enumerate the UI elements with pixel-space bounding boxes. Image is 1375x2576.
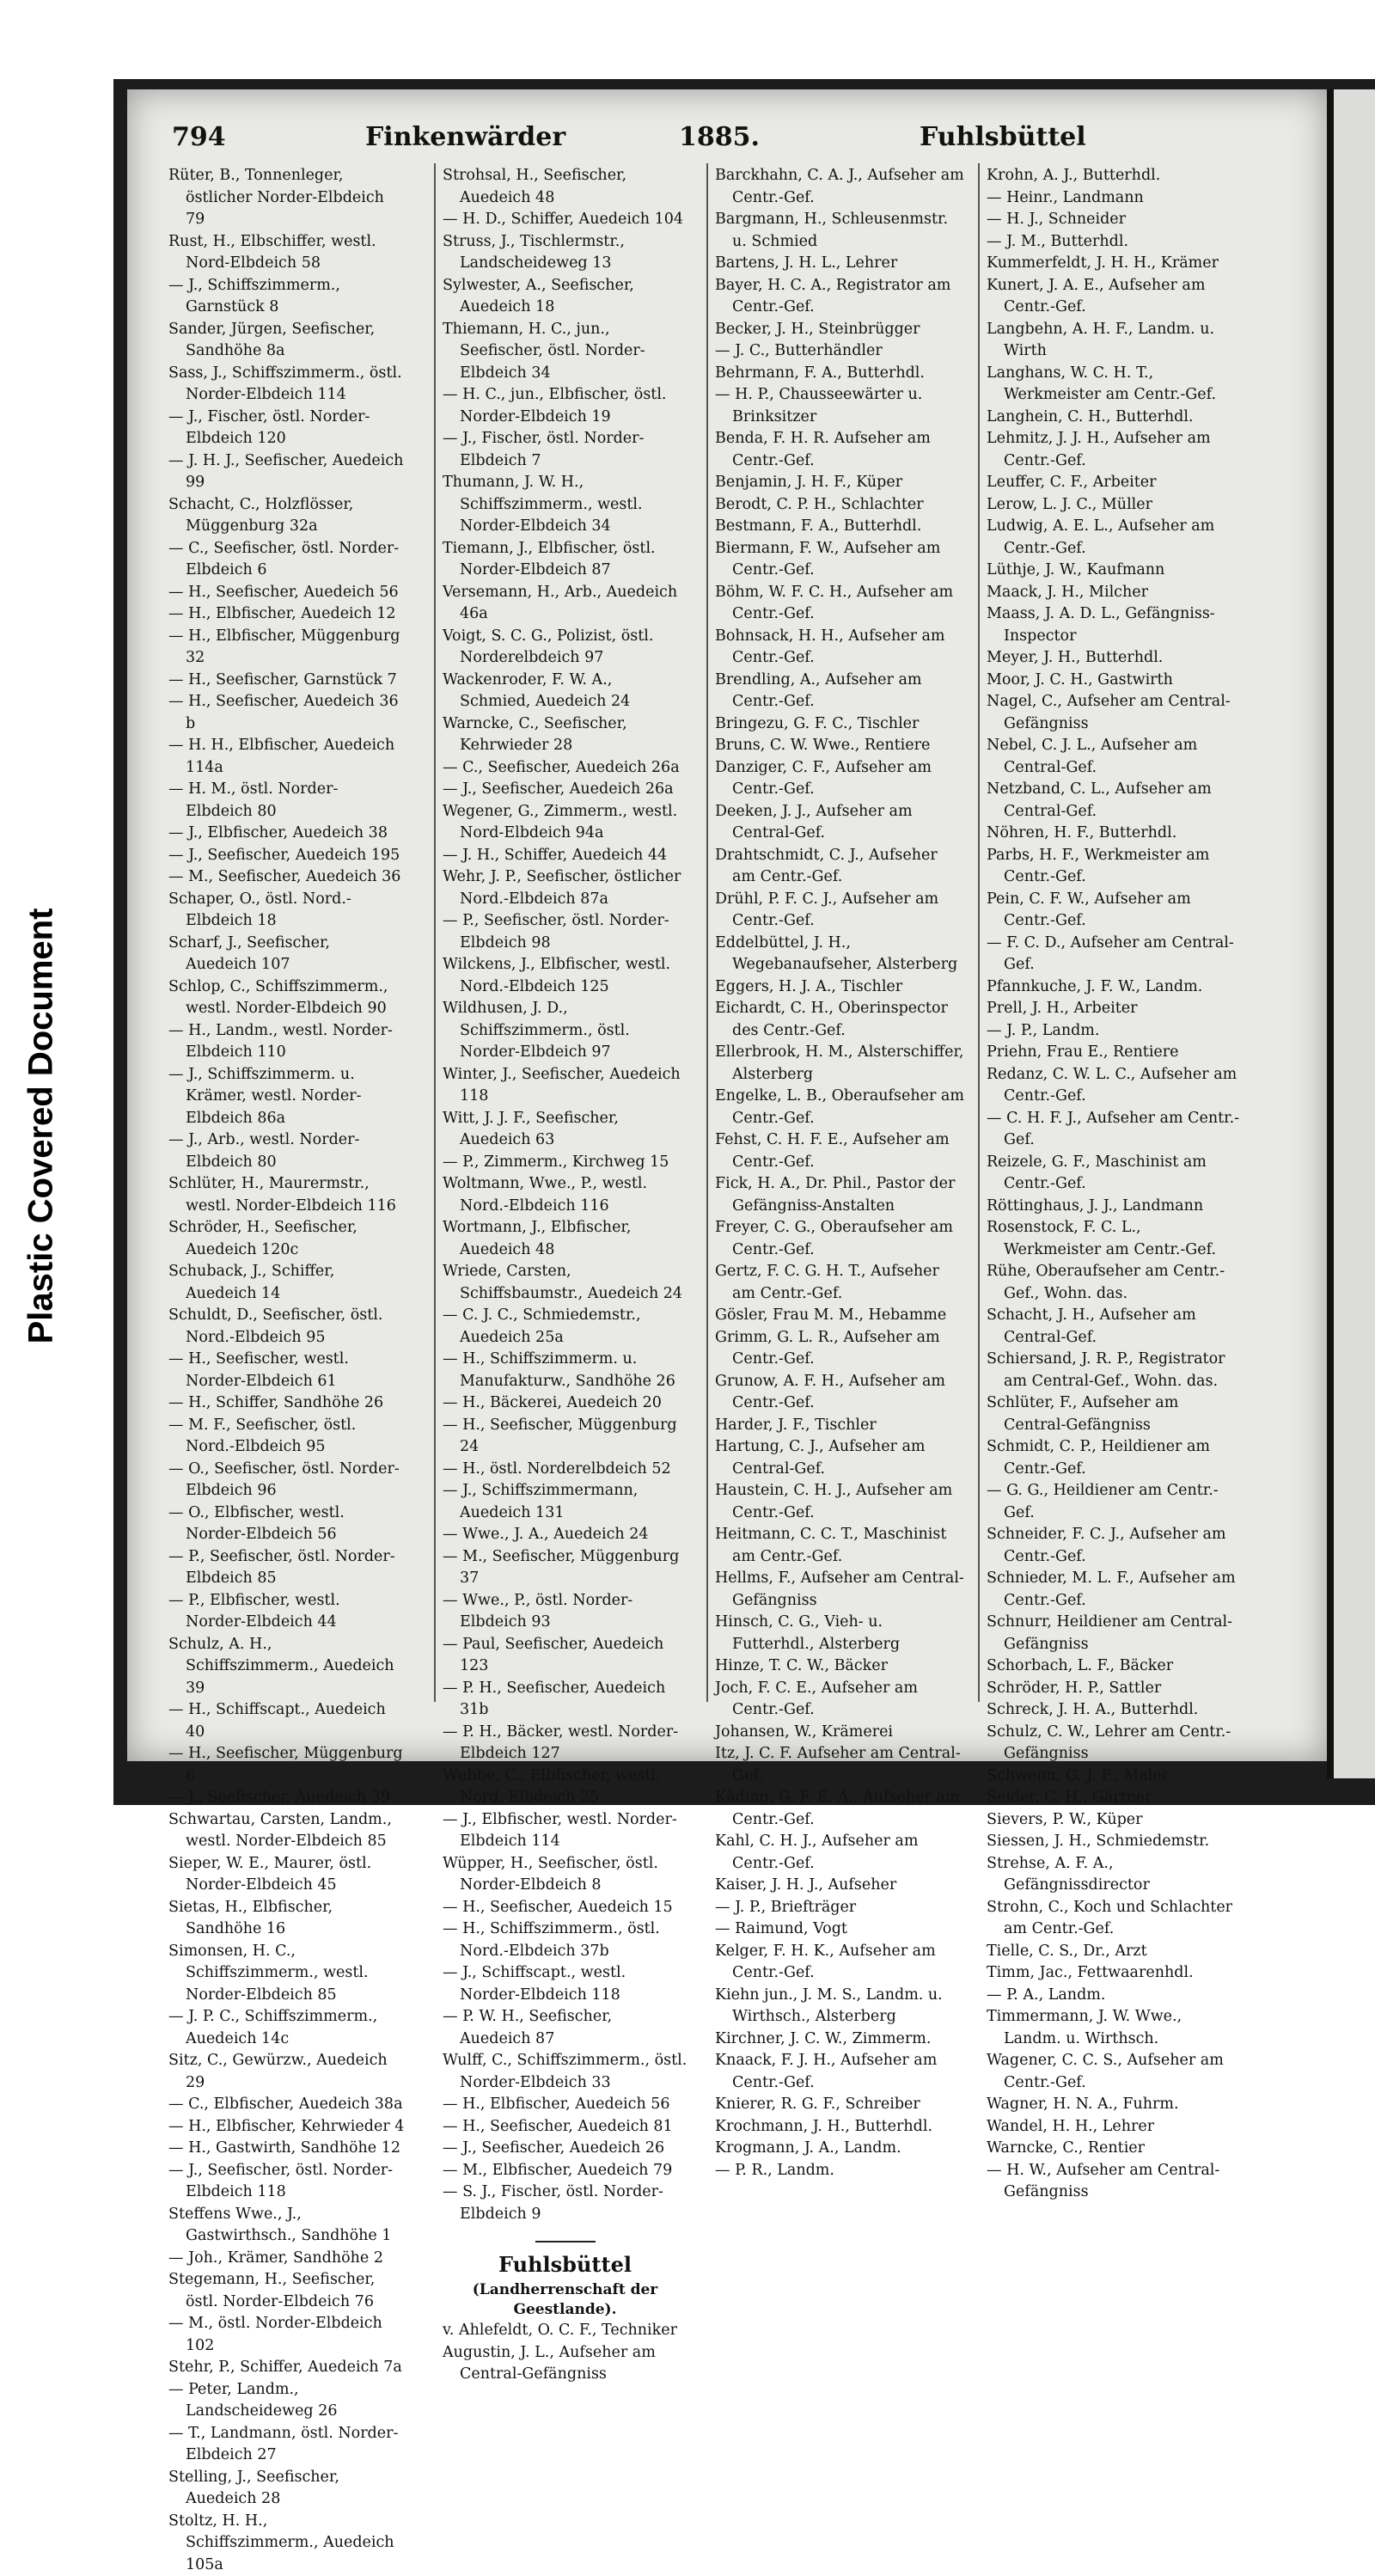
directory-entry: Schulz, C. W., Lehrer am Centr.-Gefängniss	[987, 1722, 1241, 1765]
directory-entry: Nöhren, H. F., Butterhdl.	[987, 823, 1241, 845]
directory-entry: Schulz, A. H., Schiffszimmerm., Auedeich 39	[168, 1634, 405, 1700]
directory-entry: — H., östl. Norderelbdeich 52	[443, 1459, 688, 1481]
page-number: 794	[172, 122, 226, 152]
directory-entry: — J. H. J., Seefischer, Auedeich 99	[168, 450, 405, 494]
directory-entry: — J., Schiffscapt., westl. Norder-Elbdeich 118	[443, 1962, 688, 2006]
column-3	[715, 165, 964, 2181]
page-header	[172, 122, 1048, 156]
directory-entry: Bayer, H. C. A., Registrator am Centr.-Gef.	[715, 275, 964, 319]
directory-entry: Danziger, C. F., Aufseher am Centr.-Gef.	[715, 757, 964, 801]
column-2-entries	[443, 165, 688, 2225]
section-divider	[535, 2241, 596, 2243]
directory-entry: Deeken, J. J., Aufseher am Central-Gef.	[715, 801, 964, 845]
page-gutter	[1327, 89, 1334, 1778]
directory-entry: Schacht, J. H., Aufseher am Central-Gef.	[987, 1305, 1241, 1349]
directory-entry: — P., Seefischer, östl. Norder-Elbdeich 98	[443, 910, 688, 954]
directory-entry: Wubbe, C., Elbfischer, westl. Nord. Elbdeich 25	[443, 1765, 688, 1809]
directory-entry: — H., Gastwirth, Sandhöhe 12	[168, 2138, 405, 2160]
section-title: Fuhlsbüttel	[443, 2249, 688, 2280]
directory-entry: Knierer, R. G. F., Schreiber	[715, 2094, 964, 2116]
directory-entry: — J. P. C., Schiffszimmerm., Auedeich 14c	[168, 2006, 405, 2050]
directory-entry: Wilckens, J., Elbfischer, westl. Nord.-Elbdeich 125	[443, 954, 688, 998]
directory-entry: Schuback, J., Schiffer, Auedeich 14	[168, 1261, 405, 1305]
directory-entry: Kahl, C. H. J., Aufseher am Centr.-Gef.	[715, 1831, 964, 1875]
directory-entry: Schnurr, Heildiener am Central-Gefängniss	[987, 1612, 1241, 1655]
directory-entry: Behrmann, F. A., Butterhdl.	[715, 363, 964, 385]
directory-entry: — H. W., Aufseher am Central-Gefängniss	[987, 2160, 1241, 2204]
directory-entry: v. Ahlefeldt, O. C. F., Techniker	[443, 2320, 688, 2342]
directory-entry: Sander, Jürgen, Seefischer, Sandhöhe 8a	[168, 319, 405, 363]
column-4	[987, 165, 1241, 2204]
directory-entry: — Wwe., J. A., Auedeich 24	[443, 1524, 688, 1546]
directory-entry: — J., Seefischer, Auedeich 26	[443, 2138, 688, 2160]
directory-entry: Strohsal, H., Seefischer, Auedeich 48	[443, 165, 688, 209]
directory-entry: Strohn, C., Koch und Schlachter am Centr.-Gef.	[987, 1897, 1241, 1941]
directory-entry: Sitz, C., Gewürzw., Auedeich 29	[168, 2050, 405, 2094]
directory-entry: — P. H., Seefischer, Auedeich 31b	[443, 1678, 688, 1722]
directory-entry: Pein, C. F. W., Aufseher am Centr.-Gef.	[987, 889, 1241, 933]
directory-entry: Eichardt, C. H., Oberinspector des Centr.-Gef.	[715, 998, 964, 1042]
directory-entry: Barckhahn, C. A. J., Aufseher am Centr.-Gef.	[715, 165, 964, 209]
directory-entry: — H. D., Schiffer, Auedeich 104	[443, 209, 688, 231]
directory-entry: Simonsen, H. C., Schiffszimmerm., westl. Norder-Elbdeich 85	[168, 1941, 405, 2007]
directory-entry: Benda, F. H. R. Aufseher am Centr.-Gef.	[715, 428, 964, 472]
column-1	[168, 165, 405, 2576]
directory-entry: — H., Elbfischer, Kehrwieder 4	[168, 2116, 405, 2139]
column-rule	[434, 163, 436, 1702]
directory-entry: — H. M., östl. Norder-Elbdeich 80	[168, 779, 405, 823]
directory-entry: — C., Elbfischer, Auedeich 38a	[168, 2094, 405, 2116]
cover-label-text: Plastic Covered Document	[22, 909, 61, 1344]
directory-entry: Kiehn jun., J. M. S., Landm. u. Wirthsch., Alsterberg	[715, 1985, 964, 2028]
directory-entry: — H., Schiffszimmerm., östl. Nord.-Elbdeich 37b	[443, 1918, 688, 1962]
directory-entry: Tiemann, J., Elbfischer, östl. Norder-Elbdeich 87	[443, 538, 688, 582]
directory-entry: Stelling, J., Seefischer, Auedeich 28	[168, 2467, 405, 2511]
column-rule	[706, 163, 708, 1702]
directory-entry: — J., Seefischer, Auedeich 195	[168, 845, 405, 867]
directory-entry: Voigt, S. C. G., Polizist, östl. Norderelbdeich 97	[443, 626, 688, 670]
directory-entry: — H. J., Schneider	[987, 209, 1241, 231]
directory-entry: Schaper, O., östl. Nord.-Elbdeich 18	[168, 889, 405, 933]
directory-entry: Timmermann, J. W. Wwe., Landm. u. Wirthsch.	[987, 2006, 1241, 2050]
directory-entry: Wriede, Carsten, Schiffsbaumstr., Auedeich 24	[443, 1261, 688, 1305]
directory-entry: — J. M., Butterhdl.	[987, 231, 1241, 254]
column-2	[443, 165, 688, 2386]
directory-entry: — Paul, Seefischer, Auedeich 123	[443, 1634, 688, 1678]
directory-entry: Thumann, J. W. H., Schiffszimmerm., westl. Norder-Elbdeich 34	[443, 472, 688, 538]
directory-entry: Bohnsack, H. H., Aufseher am Centr.-Gef.	[715, 626, 964, 670]
directory-entry: — P. A., Landm.	[987, 1985, 1241, 2007]
directory-entry: — Heinr., Landmann	[987, 187, 1241, 210]
directory-entry: — H., Bäckerei, Auedeich 20	[443, 1392, 688, 1415]
directory-entry: — M., östl. Norder-Elbdeich 102	[168, 2313, 405, 2357]
directory-entry: Versemann, H., Arb., Auedeich 46a	[443, 582, 688, 626]
directory-entry: Sievers, P. W., Küper	[987, 1809, 1241, 1832]
directory-entry: Schneider, F. C. J., Aufseher am Centr.-Gef.	[987, 1524, 1241, 1568]
directory-entry: — Peter, Landm., Landscheideweg 26	[168, 2379, 405, 2423]
right-running-title: Fuhlsbüttel	[920, 122, 1086, 152]
directory-entry: — H., Seefischer, Auedeich 36 b	[168, 691, 405, 735]
directory-entry: — P. R., Landm.	[715, 2160, 964, 2182]
directory-entry: — C., Seefischer, Auedeich 26a	[443, 757, 688, 780]
directory-entry: Warncke, C., Seefischer, Kehrwieder 28	[443, 713, 688, 757]
directory-entry: Schnieder, M. L. F., Aufseher am Centr.-Gef.	[987, 1568, 1241, 1612]
directory-entry: Haustein, C. H. J., Aufseher am Centr.-Gef.	[715, 1480, 964, 1524]
directory-entry: Augustin, J. L., Aufseher am Central-Gefängniss	[443, 2342, 688, 2386]
directory-entry: Engelke, L. B., Oberaufseher am Centr.-Gef.	[715, 1086, 964, 1129]
directory-entry: — P. H., Bäcker, westl. Norder-Elbdeich 127	[443, 1722, 688, 1765]
next-page-edge	[1334, 89, 1375, 1778]
directory-entry: Schwartau, Carsten, Landm., westl. Norder-Elbdeich 85	[168, 1809, 405, 1853]
directory-entry: — O., Seefischer, östl. Norder-Elbdeich 96	[168, 1459, 405, 1502]
directory-entry: — H., Elbfischer, Müggenburg 32	[168, 626, 405, 670]
directory-entry: Fick, H. A., Dr. Phil., Pastor der Gefängniss-Anstalten	[715, 1173, 964, 1217]
directory-entry: Redanz, C. W. L. C., Aufseher am Centr.-Gef.	[987, 1064, 1241, 1108]
directory-entry: Drahtschmidt, C. J., Aufseher am Centr.-Gef.	[715, 845, 964, 889]
directory-entry: Woltmann, Wwe., P., westl. Nord.-Elbdeich 116	[443, 1173, 688, 1217]
directory-entry: Kaiser, J. H. J., Aufseher	[715, 1875, 964, 1897]
directory-entry: — J., Seefischer, östl. Norder-Elbdeich 118	[168, 2160, 405, 2204]
directory-entry: — M., Elbfischer, Auedeich 79	[443, 2160, 688, 2182]
directory-entry: Wagener, C. C. S., Aufseher am Centr.-Gef.	[987, 2050, 1241, 2094]
directory-entry: — H., Schiffszimmerm. u. Manufakturw., Sandhöhe 26	[443, 1349, 688, 1392]
directory-entry: Schuldt, D., Seefischer, östl. Nord.-Elbdeich 95	[168, 1305, 405, 1349]
directory-entry: Meyer, J. H., Butterhdl.	[987, 647, 1241, 670]
directory-entry: Rosenstock, F. C. L., Werkmeister am Centr.-Gef.	[987, 1217, 1241, 1261]
directory-entry: Schlüter, H., Maurermstr., westl. Norder-Elbdeich 116	[168, 1173, 405, 1217]
directory-entry: — H., Seefischer, Auedeich 56	[168, 582, 405, 604]
directory-entry: Langbehn, A. H. F., Landm. u. Wirth	[987, 319, 1241, 363]
directory-entry: Harder, J. F., Tischler	[715, 1415, 964, 1437]
directory-entry: Stoltz, H. H., Schiffszimmerm., Auedeich 105a	[168, 2511, 405, 2576]
directory-entry: — H., Seefischer, Auedeich 81	[443, 2116, 688, 2139]
directory-entry: Bestmann, F. A., Butterhdl.	[715, 516, 964, 538]
directory-entry: — J., Schiffszimmerm. u. Krämer, westl. Norder-Elbdeich 86a	[168, 1064, 405, 1130]
directory-entry: — J., Schiffszimmerm., Garnstück 8	[168, 275, 405, 319]
directory-entry: Gertz, F. C. G. H. T., Aufseher am Centr.-Gef.	[715, 1261, 964, 1305]
directory-entry: Tielle, C. S., Dr., Arzt	[987, 1941, 1241, 1963]
directory-entry: — P., Zimmerm., Kirchweg 15	[443, 1152, 688, 1174]
directory-entry: Hartung, C. J., Aufseher am Central-Gef.	[715, 1436, 964, 1480]
directory-entry: — P., Elbfischer, westl. Norder-Elbdeich 44	[168, 1590, 405, 1634]
directory-entry: — Wwe., P., östl. Norder-Elbdeich 93	[443, 1590, 688, 1634]
directory-entry: Warncke, C., Rentier	[987, 2138, 1241, 2160]
directory-entry: Maass, J. A. D. L., Gefängniss-Inspector	[987, 603, 1241, 647]
directory-entry: — C. J. C., Schmiedemstr., Auedeich 25a	[443, 1305, 688, 1349]
directory-entry: Winter, J., Seefischer, Auedeich 118	[443, 1064, 688, 1108]
directory-entry: Moor, J. C. H., Gastwirth	[987, 670, 1241, 692]
directory-entry: Böhm, W. F. C. H., Aufseher am Centr.-Gef.	[715, 582, 964, 626]
directory-entry: — H., Seefischer, westl. Norder-Elbdeich 61	[168, 1349, 405, 1392]
directory-entry: — M., Seefischer, Auedeich 36	[168, 866, 405, 889]
directory-entry: Sietas, H., Elbfischer, Sandhöhe 16	[168, 1897, 405, 1941]
directory-entry: Ludwig, A. E. L., Aufseher am Centr.-Gef.	[987, 516, 1241, 560]
directory-entry: Becker, J. H., Steinbrügger	[715, 319, 964, 341]
directory-entry: Ellerbrook, H. M., Alsterschiffer, Alsterberg	[715, 1042, 964, 1086]
directory-entry: — S. J., Fischer, östl. Norder-Elbdeich 9	[443, 2181, 688, 2225]
directory-entry: Heitmann, C. C. T., Maschinist am Centr.-Gef.	[715, 1524, 964, 1568]
directory-entry: Kelger, F. H. K., Aufseher am Centr.-Gef.	[715, 1941, 964, 1985]
section-entries	[443, 2320, 688, 2386]
directory-entry: Prell, J. H., Arbeiter	[987, 998, 1241, 1020]
directory-entry: — J., Arb., westl. Norder-Elbdeich 80	[168, 1129, 405, 1173]
directory-entry: — H. H., Elbfischer, Auedeich 114a	[168, 735, 405, 779]
directory-entry: Schorbach, L. F., Bäcker	[987, 1655, 1241, 1678]
directory-entry: Scharf, J., Seefischer, Auedeich 107	[168, 933, 405, 976]
directory-entry: Sylwester, A., Seefischer, Auedeich 18	[443, 275, 688, 319]
directory-entry: — J., Seefischer, Auedeich 26a	[443, 779, 688, 801]
directory-entry: — J. P., Briefträger	[715, 1897, 964, 1919]
directory-entry: Kirchner, J. C. W., Zimmerm.	[715, 2028, 964, 2051]
directory-entry: — G. G., Heildiener am Centr.-Gef.	[987, 1480, 1241, 1524]
directory-entry: — J., Schiffszimmermann, Auedeich 131	[443, 1480, 688, 1524]
directory-entry: Langhein, C. H., Butterhdl.	[987, 407, 1241, 429]
directory-entry: — H., Seefischer, Müggenburg 6	[168, 1743, 405, 1787]
directory-entry: Wehr, J. P., Seefischer, östlicher Nord.-Elbdeich 87a	[443, 866, 688, 910]
directory-entry: Gösler, Frau M. M., Hebamme	[715, 1305, 964, 1327]
directory-entry: — M., Seefischer, Müggenburg 37	[443, 1546, 688, 1590]
directory-entry: Seider, C. H., Gärtner	[987, 1787, 1241, 1809]
directory-entry: Stehr, P., Schiffer, Auedeich 7a	[168, 2357, 405, 2379]
directory-entry: Wildhusen, J. D., Schiffszimmerm., östl. Norder-Elbdeich 97	[443, 998, 688, 1064]
directory-entry: Benjamin, J. H. F., Küper	[715, 472, 964, 494]
directory-entry: — J. H., Schiffer, Auedeich 44	[443, 845, 688, 867]
column-rule	[978, 163, 980, 1702]
directory-entry: — J., Fischer, östl. Norder-Elbdeich 7	[443, 428, 688, 472]
directory-entry: Knaack, F. J. H., Aufseher am Centr.-Gef.	[715, 2050, 964, 2094]
directory-entry: — H., Elbfischer, Auedeich 12	[168, 603, 405, 626]
directory-entry: Hinsch, C. G., Vieh- u. Futterhdl., Alsterberg	[715, 1612, 964, 1655]
directory-entry: Parbs, H. F., Werkmeister am Centr.-Gef.	[987, 845, 1241, 889]
directory-entry: Struss, J., Tischlermstr., Landscheideweg 13	[443, 231, 688, 275]
directory-entry: — H., Schiffer, Sandhöhe 26	[168, 1392, 405, 1415]
directory-entry: Thiemann, H. C., jun., Seefischer, östl. Norder-Elbdeich 34	[443, 319, 688, 385]
directory-entry: Rust, H., Elbschiffer, westl. Nord-Elbdeich 58	[168, 231, 405, 275]
directory-entry: — H., Seefischer, Auedeich 15	[443, 1897, 688, 1919]
directory-entry: Brendling, A., Aufseher am Centr.-Gef.	[715, 670, 964, 713]
directory-entry: Röttinghaus, J. J., Landmann	[987, 1196, 1241, 1218]
directory-entry: Schwenn, G. J. F., Maler	[987, 1765, 1241, 1788]
directory-entry: Krogmann, J. A., Landm.	[715, 2138, 964, 2160]
directory-entry: — H., Elbfischer, Auedeich 56	[443, 2094, 688, 2116]
directory-entry: Krohn, A. J., Butterhdl.	[987, 165, 1241, 187]
section-subtitle: (Landherrenschaft der Geestlande).	[443, 2280, 688, 2320]
directory-entry: — F. C. D., Aufseher am Central-Gef.	[987, 933, 1241, 976]
directory-entry: — H. P., Chausseewärter u. Brinksitzer	[715, 384, 964, 428]
directory-entry: Sieper, W. E., Maurer, östl. Norder-Elbdeich 45	[168, 1853, 405, 1897]
directory-entry: Sass, J., Schiffszimmerm., östl. Norder-Elbdeich 114	[168, 363, 405, 407]
directory-entry: Schiersand, J. R. P., Registrator am Central-Gef., Wohn. das.	[987, 1349, 1241, 1392]
directory-entry: Steffens Wwe., J., Gastwirthsch., Sandhöhe 1	[168, 2204, 405, 2248]
directory-entry: Wortmann, J., Elbfischer, Auedeich 48	[443, 1217, 688, 1261]
directory-entry: Bargmann, H., Schleusenmstr. u. Schmied	[715, 209, 964, 253]
cover-label	[7, 842, 76, 1410]
directory-entry: Joch, F. C. E., Aufseher am Centr.-Gef.	[715, 1678, 964, 1722]
directory-entry: — Raimund, Vogt	[715, 1918, 964, 1941]
directory-entry: — J., Elbfischer, westl. Norder-Elbdeich 114	[443, 1809, 688, 1853]
directory-entry: Bartens, J. H. L., Lehrer	[715, 253, 964, 275]
directory-entry: — T., Landmann, östl. Norder-Elbdeich 27	[168, 2423, 405, 2467]
directory-entry: — C., Seefischer, östl. Norder-Elbdeich 6	[168, 538, 405, 582]
directory-entry: — J., Seefischer, Auedeich 39	[168, 1787, 405, 1809]
directory-entry: Schreck, J. H. A., Butterhdl.	[987, 1699, 1241, 1722]
directory-entry: Hinze, T. C. W., Bäcker	[715, 1655, 964, 1678]
directory-entry: Schröder, H. P., Sattler	[987, 1678, 1241, 1700]
directory-entry: Stegemann, H., Seefischer, östl. Norder-Elbdeich 76	[168, 2269, 405, 2313]
directory-entry: — P., Seefischer, östl. Norder-Elbdeich 85	[168, 1546, 405, 1590]
directory-entry: Grunow, A. F. H., Aufseher am Centr.-Gef.	[715, 1371, 964, 1415]
directory-entry: Nebel, C. J. L., Aufseher am Central-Gef.	[987, 735, 1241, 779]
directory-entry: Lerow, L. J. C., Müller	[987, 494, 1241, 517]
year: 1885.	[679, 122, 760, 152]
directory-entry: — O., Elbfischer, westl. Norder-Elbdeich 56	[168, 1502, 405, 1546]
directory-entry: Siessen, J. H., Schmiedemstr.	[987, 1831, 1241, 1853]
directory-entry: Berodt, C. P. H., Schlachter	[715, 494, 964, 517]
directory-entry: Nagel, C., Aufseher am Central-Gefängniss	[987, 691, 1241, 735]
directory-entry: Wagner, H. N. A., Fuhrm.	[987, 2094, 1241, 2116]
directory-entry: Priehn, Frau E., Rentiere	[987, 1042, 1241, 1064]
fuhlsbuettel-section	[443, 2241, 688, 2320]
directory-entry: — J. C., Butterhändler	[715, 340, 964, 363]
directory-entry: Wackenroder, F. W. A., Schmied, Auedeich 24	[443, 670, 688, 713]
directory-entry: Krochmann, J. H., Butterhdl.	[715, 2116, 964, 2139]
directory-entry: Schröder, H., Seefischer, Auedeich 120c	[168, 1217, 405, 1261]
directory-entry: Freyer, C. G., Oberaufseher am Centr.-Gef.	[715, 1217, 964, 1261]
directory-entry: Fehst, C. H. F. E., Aufseher am Centr.-Gef.	[715, 1129, 964, 1173]
directory-entry: Reizele, G. F., Maschinist am Centr.-Gef.	[987, 1152, 1241, 1196]
directory-entry: Biermann, F. W., Aufseher am Centr.-Gef.	[715, 538, 964, 582]
directory-entry: — H., Schiffscapt., Auedeich 40	[168, 1699, 405, 1743]
directory-entry: Drühl, P. F. C. J., Aufseher am Centr.-Gef.	[715, 889, 964, 933]
directory-entry: — M. F., Seefischer, östl. Nord.-Elbdeich 95	[168, 1415, 405, 1459]
directory-entry: — J., Elbfischer, Auedeich 38	[168, 823, 405, 845]
directory-entry: Schlüter, F., Aufseher am Central-Gefängniss	[987, 1392, 1241, 1436]
directory-entry: Hellms, F., Aufseher am Central-Gefängniss	[715, 1568, 964, 1612]
directory-entry: Wüpper, H., Seefischer, östl. Norder-Elbdeich 8	[443, 1853, 688, 1897]
directory-entry: Wulff, C., Schiffszimmerm., östl. Norder-Elbdeich 33	[443, 2050, 688, 2094]
directory-entry: Johansen, W., Krämerei	[715, 1722, 964, 1744]
directory-entry: Kunert, J. A. E., Aufseher am Centr.-Gef.	[987, 275, 1241, 319]
directory-entry: — H., Seefischer, Müggenburg 24	[443, 1415, 688, 1459]
directory-entry: — H., Landm., westl. Norder-Elbdeich 110	[168, 1020, 405, 1064]
directory-entry: Lehmitz, J. J. H., Aufseher am Centr.-Gef.	[987, 428, 1241, 472]
directory-entry: Maack, J. H., Milcher	[987, 582, 1241, 604]
directory-entry: Käding, G. F. E. A., Aufseher am Centr.-Gef.	[715, 1787, 964, 1831]
directory-entry: Schlop, C., Schiffszimmerm., westl. Norder-Elbdeich 90	[168, 976, 405, 1020]
directory-entry: Langhans, W. C. H. T., Werkmeister am Centr.-Gef.	[987, 363, 1241, 407]
left-running-title: Finkenwärder	[365, 122, 565, 152]
directory-entry: — P. W. H., Seefischer, Auedeich 87	[443, 2006, 688, 2050]
directory-entry: Bringezu, G. F. C., Tischler	[715, 713, 964, 736]
directory-entry: Lüthje, J. W., Kaufmann	[987, 560, 1241, 582]
directory-entry: Bruns, C. W. Wwe., Rentiere	[715, 735, 964, 757]
directory-entry: Strehse, A. F. A., Gefängnissdirector	[987, 1853, 1241, 1897]
directory-entry: Rüter, B., Tonnenleger, östlicher Norder-Elbdeich 79	[168, 165, 405, 231]
directory-entry: Schmidt, C. P., Heildiener am Centr.-Gef.	[987, 1436, 1241, 1480]
directory-entry: Wegener, G., Zimmerm., westl. Nord-Elbdeich 94a	[443, 801, 688, 845]
directory-entry: Grimm, G. L. R., Aufseher am Centr.-Gef.	[715, 1327, 964, 1371]
directory-entry: — J., Fischer, östl. Norder-Elbdeich 120	[168, 407, 405, 450]
directory-entry: — H., Seefischer, Garnstück 7	[168, 670, 405, 692]
directory-entry: — H. C., jun., Elbfischer, östl. Norder-Elbdeich 19	[443, 384, 688, 428]
directory-entry: Eggers, H. J. A., Tischler	[715, 976, 964, 999]
directory-entry: Eddelbüttel, J. H., Wegebanaufseher, Alsterberg	[715, 933, 964, 976]
directory-entry: Witt, J. J. F., Seefischer, Auedeich 63	[443, 1108, 688, 1152]
directory-entry: Wandel, H. H., Lehrer	[987, 2116, 1241, 2139]
directory-entry: — C. H. F. J., Aufseher am Centr.-Gef.	[987, 1108, 1241, 1152]
directory-entry: Schacht, C., Holzflösser, Müggenburg 32a	[168, 494, 405, 538]
directory-entry: Timm, Jac., Fettwaarenhdl.	[987, 1962, 1241, 1985]
directory-entry: — J. P., Landm.	[987, 1020, 1241, 1043]
directory-entry: — Joh., Krämer, Sandhöhe 2	[168, 2248, 405, 2270]
directory-entry: Pfannkuche, J. F. W., Landm.	[987, 976, 1241, 999]
directory-entry: Itz, J. C. F. Aufseher am Central-Gef.	[715, 1743, 964, 1787]
directory-entry: Netzband, C. L., Aufseher am Central-Gef.	[987, 779, 1241, 823]
directory-entry: Leuffer, C. F., Arbeiter	[987, 472, 1241, 494]
directory-entry: Kummerfeldt, J. H. H., Krämer	[987, 253, 1241, 275]
directory-entry: Rühe, Oberaufseher am Centr.-Gef., Wohn. das.	[987, 1261, 1241, 1305]
